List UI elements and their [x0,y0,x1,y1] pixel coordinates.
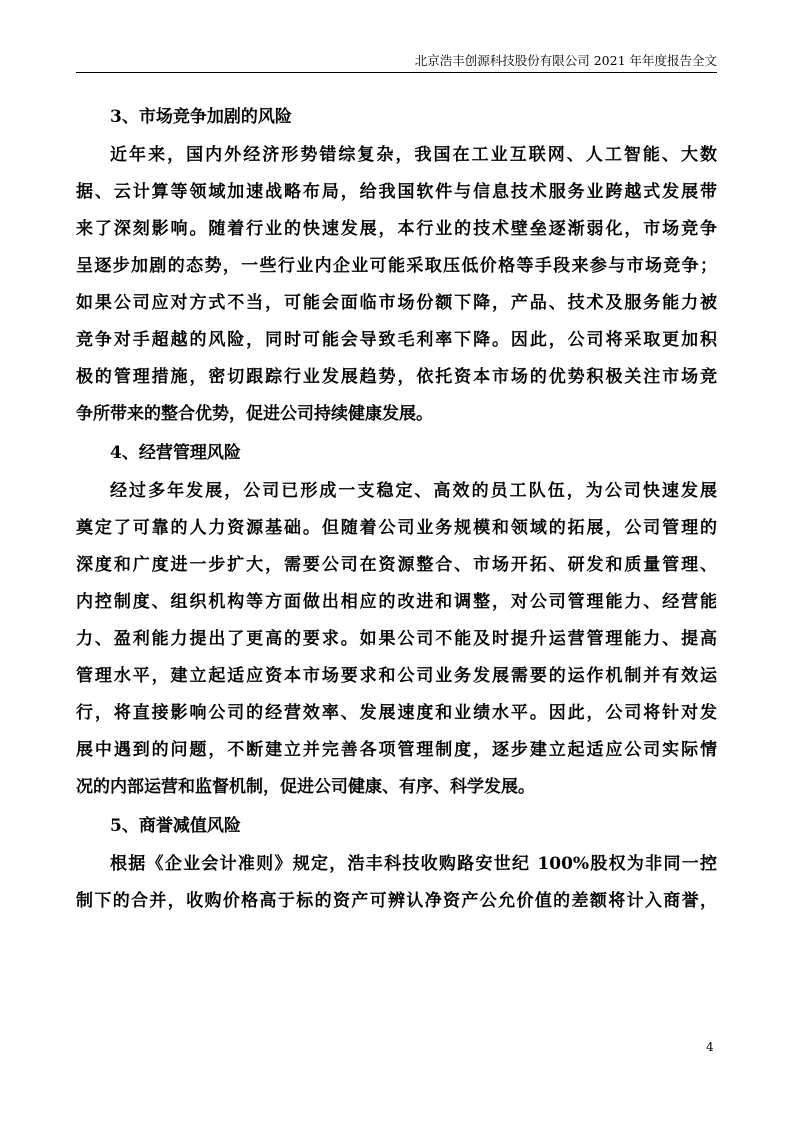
paragraph-line: 奠定了可靠的人力资源基础。但随着公司业务规模和领域的拓展，公司管理的 [76,518,717,538]
page-number: 4 [706,1040,714,1054]
paragraph-line: 呈逐步加剧的态势，一些行业内企业可能采取压低价格等手段来参与市场竞争； [76,256,717,276]
paragraph-line: 内控制度、组织机构等方面做出相应的改进和调整，对公司管理能力、经营能 [76,592,717,612]
paragraph-line: 况的内部运营和监督机制，促进公司健康、有序、科学发展。 [76,777,535,797]
paragraph-line: 竞争对手超越的风险，同时可能会导致毛利率下降。因此，公司将采取更加积 [76,330,717,350]
section-goodwill-impairment [76,806,717,920]
header-title: 北京浩丰创源科技股份有限公司 2021 年年度报告全文 [414,53,717,68]
paragraph-line: 争所带来的整合优势，促进公司持续健康发展。 [76,404,433,424]
running-header [76,50,717,73]
paragraph-line: 深度和广度进一步扩大，需要公司在资源整合、市场开拓、研发和质量管理、 [76,555,717,575]
paragraph-line: 根据《企业会计准则》规定，浩丰科技收购路安世纪 100%股权为非同一控 [110,854,717,874]
section-heading: 5、商誉减值风险 [110,816,241,836]
paragraph-line: 管理水平，建立起适应资本市场要求和公司业务发展需要的运作机制并有效运 [76,666,717,686]
section-management-risk [76,433,717,806]
section-heading: 3、市场竞争加剧的风险 [110,107,292,127]
paragraph-line: 力、盈利能力提出了更高的要求。如果公司不能及时提升运营管理能力、提高 [76,629,717,649]
paragraph-line: 极的管理措施，密切跟踪行业发展趋势，依托资本市场的优势积极关注市场竞 [76,367,717,387]
paragraph-line: 行，将直接影响公司的经营效率、发展速度和业绩水平。因此，公司将针对发 [76,703,717,723]
paragraph-line: 展中遇到的问题，不断建立并完善各项管理制度，逐步建立起适应公司实际情 [76,740,717,760]
section-heading: 4、经营管理风险 [110,443,241,463]
section-market-competition [76,97,717,433]
paragraph-line: 据、云计算等领域加速战略布局，给我国软件与信息技术服务业跨越式发展带 [76,182,717,202]
paragraph-line: 如果公司应对方式不当，可能会面临市场份额下降，产品、技术及服务能力被 [76,293,717,313]
paragraph-line: 来了深刻影响。随着行业的快速发展，本行业的技术壁垒逐渐弱化，市场竞争 [76,219,717,239]
document-body [76,97,717,920]
paragraph-line: 近年来，国内外经济形势错综复杂，我国在工业互联网、人工智能、大数 [110,145,717,165]
paragraph-line: 经过多年发展，公司已形成一支稳定、高效的员工队伍，为公司快速发展 [110,481,717,501]
paragraph-line: 制下的合并，收购价格高于标的资产可辨认净资产公允价值的差额将计入商誉， [76,891,717,911]
